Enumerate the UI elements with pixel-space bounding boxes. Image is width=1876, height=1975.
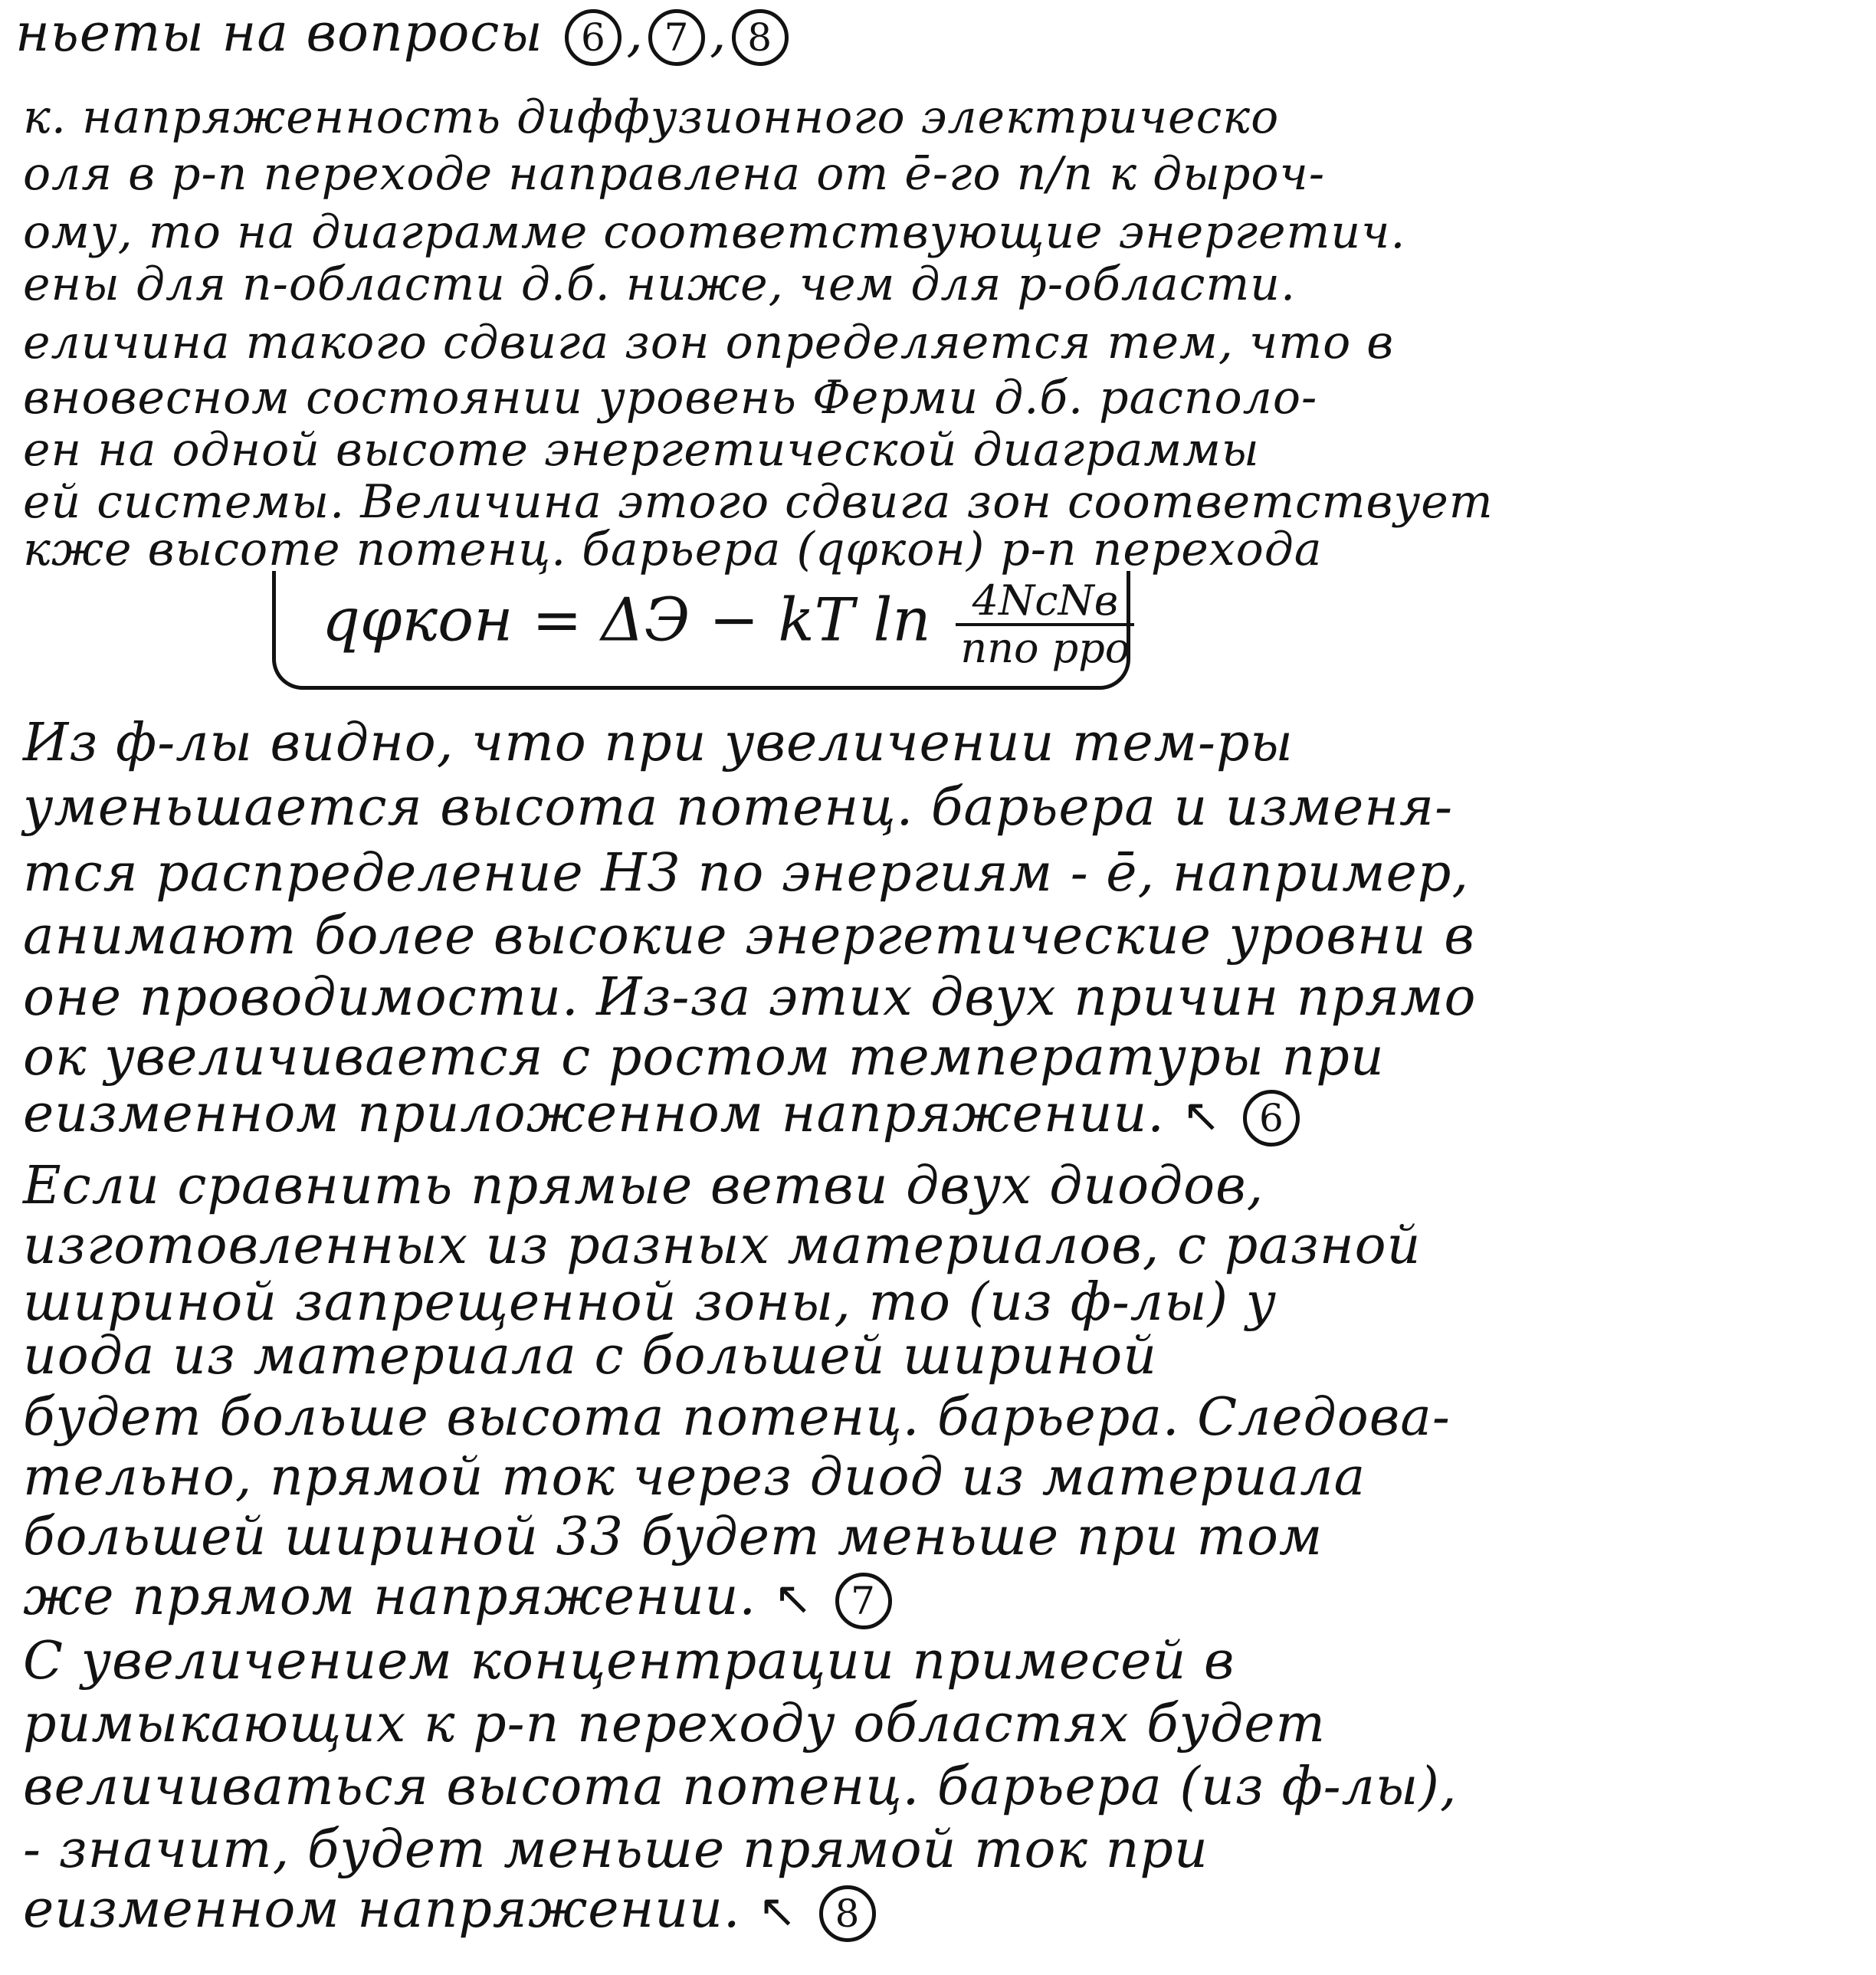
section1-line-1: к. напряженность диффузионного электрическо [23,90,1280,144]
section4-line-5 [23,1879,881,1942]
section3-line-4: иода из материала с большей шириной [23,1326,1158,1386]
arrow-icon: ↖ [773,1572,813,1626]
section3-line-7: большей шириной 33 будет меньше при том [23,1507,1323,1567]
header-line: ньеты на вопросы 6 , 7 , 8 [15,3,793,66]
section3-line-6: тельно, прямой ток через диод из материала [23,1447,1366,1507]
section3-line-3: шириной запрещенной зоны, то (из ф-лы) у [23,1272,1277,1333]
section1-line-5: еличина такого сдвига зон определяется тем, что в [23,316,1395,369]
section3-line-8 [23,1567,897,1629]
section1-line-6: вновесном состоянии уровень Ферми д.б. располо- [23,371,1318,425]
section4-line-3: величиваться высота потенц. барьера (из ф-лы), [23,1757,1458,1817]
question-mark-7: 7 [648,9,705,66]
section2-line-7-text: еизменном приложенном напряжении. [23,1084,1165,1144]
section3-line-5: будет больше высота потенц. барьера. Следова- [23,1387,1451,1448]
header-text: ньеты на вопросы [15,3,543,64]
section4-line-1: С увеличением концентрации примесей в [23,1631,1235,1691]
answer-mark-8: 8 [819,1885,876,1942]
section2-line-5: оне проводимости. Из-за этих двух причин прямо [23,967,1477,1028]
section2-line-6: ок увеличивается с ростом температуры при [23,1027,1385,1088]
section1-line-4: ены для n-области д.б. ниже, чем для p-области. [23,258,1297,311]
formula-fraction [956,576,1134,672]
section4-line-5-text: еизменном напряжении. [23,1879,741,1940]
answer-mark-7: 7 [835,1573,892,1629]
barrier-formula [322,576,1134,672]
answer-mark-6: 6 [1243,1090,1300,1147]
arrow-icon: ↖ [758,1885,798,1938]
formula-lhs: qφкон = ΔЭ − kT ln [322,586,931,655]
question-mark-8: 8 [732,9,789,66]
formula-numerator: 4NcNв [956,579,1134,626]
section2-line-7 [23,1084,1304,1147]
formula-denominator: nno pро [960,624,1130,672]
section2-line-4: анимают более высокие энергетические уровни в [23,906,1475,966]
arrow-icon: ↖ [1182,1089,1222,1143]
section1-line-2: оля в p-n переходе направлена от ē-го п/п к дыроч- [23,147,1326,201]
section4-line-2: римыкающих к p-n переходу областях будет [23,1694,1326,1754]
section3-line-1: Если сравнить прямые ветви двух диодов, [23,1156,1264,1216]
section1-line-9: кже высоте потенц. барьера (qφкон) p-n перехода [23,523,1323,576]
section2-line-2: уменьшается высота потенц. барьера и изменя- [23,777,1454,838]
section1-line-7: ен на одной высоте энергетической диаграммы [23,423,1260,477]
section2-line-3: тся распределение НЗ по энергиям - ē, например, [23,843,1469,904]
section4-line-4: - значит, будет меньше прямой ток при [23,1819,1209,1880]
section1-line-3: ому, то на диаграмме соответствующие энергетич. [23,205,1406,259]
question-mark-6: 6 [565,9,622,66]
section2-line-1: Из ф-лы видно, что при увеличении тем-ры [23,713,1294,773]
section1-line-8: ей системы. Величина этого сдвига зон соответствует [23,475,1494,529]
section3-line-2: изготовленных из разных материалов, с разной [23,1216,1422,1276]
section3-line-8-text: же прямом напряжении. [23,1567,757,1627]
